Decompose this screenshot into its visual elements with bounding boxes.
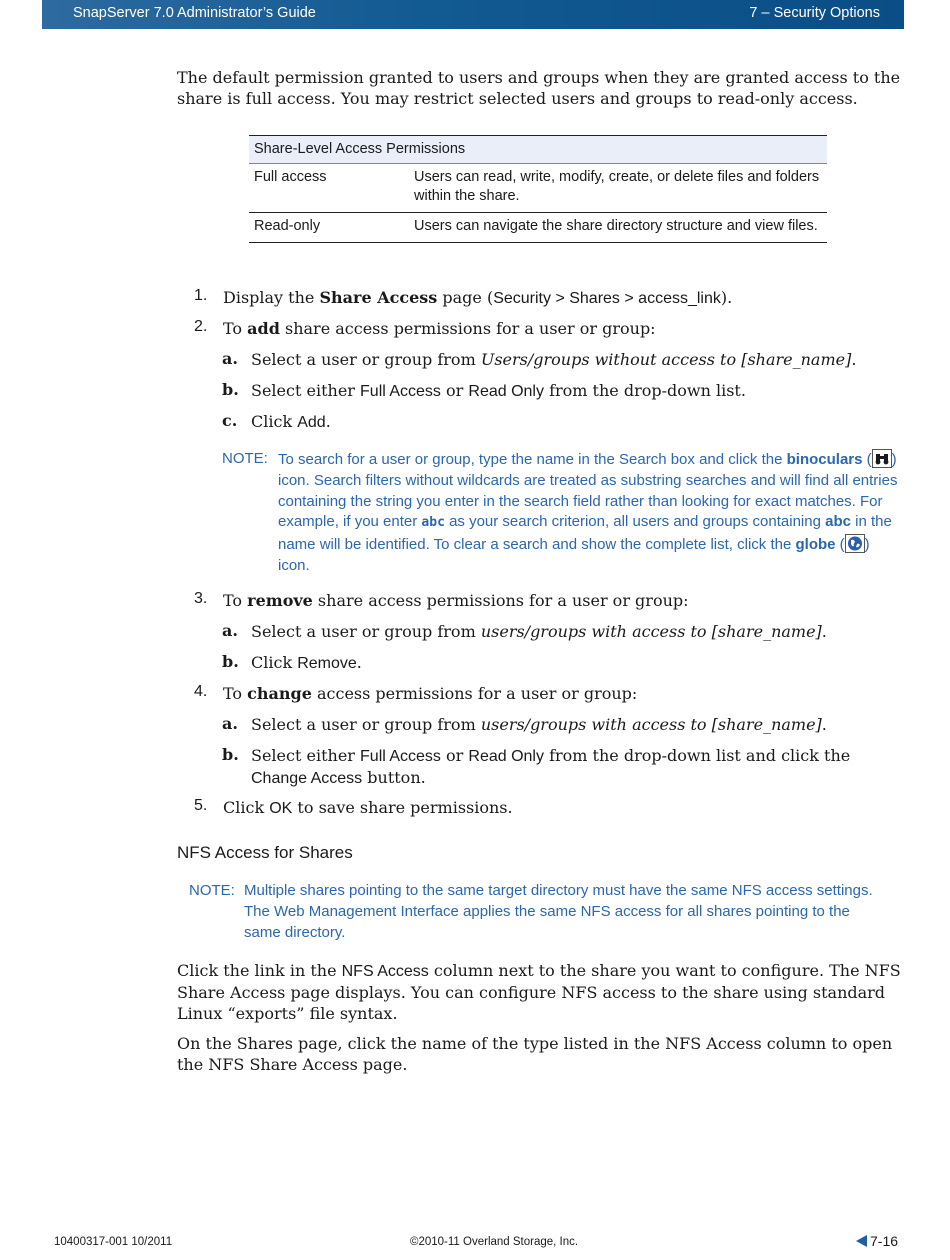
substep-letter: b. [222,380,239,399]
table-cell-name: Read-only [249,213,409,243]
step-4: To change access permissions for a user or group: [223,684,638,703]
header-chapter: 7 – Security Options [749,5,880,21]
page-number[interactable]: 7-16 [856,1233,898,1249]
substep-letter: c. [222,411,238,430]
step-2c: Click Add. [251,412,331,431]
substep-letter: b. [222,745,239,764]
footer-doc-id: 10400317-001 10/2011 [54,1236,173,1248]
step-number: 5. [194,797,208,814]
previous-page-icon[interactable] [856,1235,867,1247]
nfs-paragraph-2: On the Shares page, click the name of the type listed in the NFS Access column to open the NFS Share Access page. [177,1034,893,1074]
step-3: To remove share access permissions for a user or group: [223,591,689,610]
substep-letter: b. [222,652,239,671]
binoculars-icon [872,449,892,468]
substep-letter: a. [222,714,238,733]
step-3b: Click Remove. [251,653,362,672]
step-2b: Select either Full Access or Read Only from the drop-down list. [251,381,746,400]
table-cell-name: Full access [249,164,409,213]
step-2a: Select a user or group from Users/groups without access to [share_name]. [251,350,857,369]
step-number: 3. [194,590,208,607]
substep-letter: a. [222,349,238,368]
note-search [222,449,902,579]
header-title: SnapServer 7.0 Administrator’s Guide [73,5,316,21]
nfs-paragraph-1: Click the link in the NFS Access column next to the share you want to configure. The NFS Share Access page displays. You can configure NFS access to the share using standard Linux “exports” file syntax. [177,961,901,1023]
table-cell-desc: Users can navigate the share directory structure and view files. [409,213,827,243]
step-number: 1. [194,287,208,304]
table-row [249,164,827,213]
note-body: To search for a user or group, type the name in the Search box and click the binoculars ( ) icon. Search filters without wildcards are treated as substring searches and will find all entries containing the string you enter in the search field rather than looking for exact matches. For example, if you enter abc as your search criterion, all users and groups containing abc in the name will be identified. To clear a search and show the complete list, click the globe ( ) icon. [278,451,898,574]
note-body: Multiple shares pointing to the same target directory must have the same NFS access settings. The Web Management Interface applies the same NFS access for all shares pointing to the same directory. [244,882,873,941]
step-3a: Select a user or group from users/groups with access to [share_name]. [251,622,827,641]
globe-icon [845,534,865,553]
note-nfs [189,881,879,947]
note-label: NOTE: [189,882,235,899]
table-title: Share-Level Access Permissions [249,136,827,164]
step-4a: Select a user or group from users/groups with access to [share_name]. [251,715,827,734]
permissions-table [249,135,827,243]
section-heading: NFS Access for Shares [177,843,353,862]
table-cell-desc: Users can read, write, modify, create, or delete files and folders within the share. [409,164,827,213]
substep-letter: a. [222,621,238,640]
step-5: Click OK to save share permissions. [223,798,513,817]
note-label: NOTE: [222,450,268,467]
footer-copyright: ©2010-11 Overland Storage, Inc. [410,1236,579,1248]
step-number: 4. [194,683,208,700]
step-number: 2. [194,318,208,335]
step-4b: Select either Full Access or Read Only from the drop-down list and click the Change Access button. [251,746,851,787]
table-row [249,213,827,243]
page-header [42,0,904,29]
step-2: To add share access permissions for a user or group: [223,319,656,338]
intro-paragraph: The default permission granted to users and groups when they are granted access to the share is full access. You may restrict selected users and groups to read-only access. [177,68,901,108]
step-1: Display the Share Access page (Security > Shares > access_link). [223,288,733,307]
